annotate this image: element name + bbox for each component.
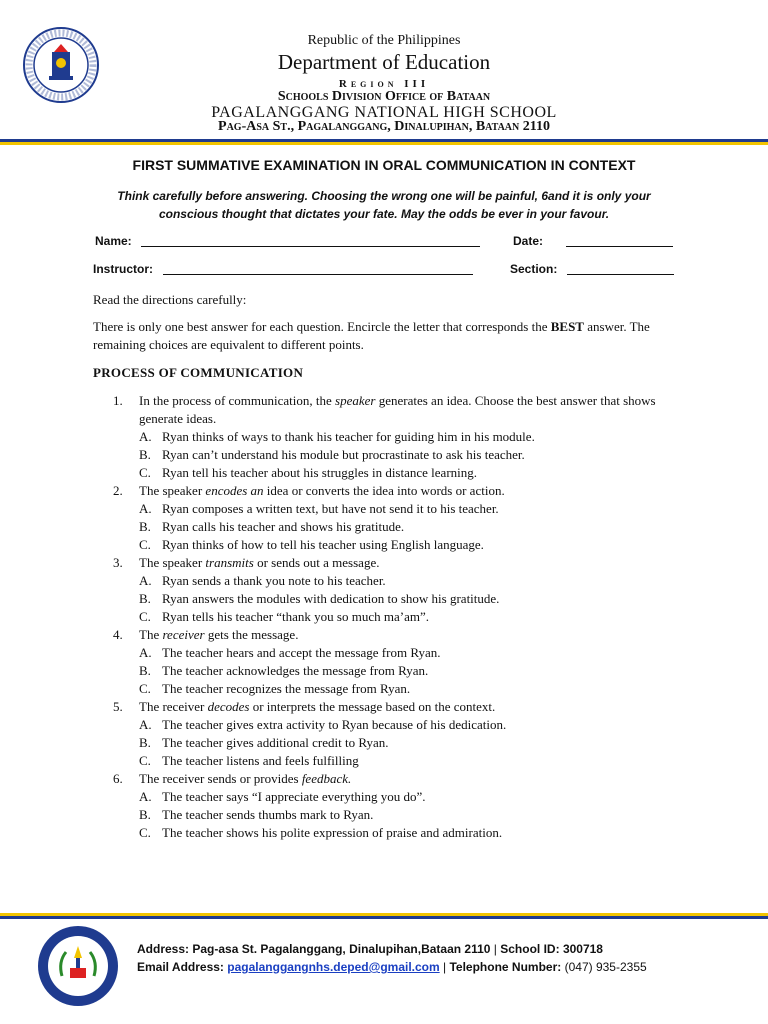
question-text: In the process of communication, the speaker generates an idea. Choose the best answer that shows generate ideas. xyxy=(139,393,656,426)
choice-letter: C. xyxy=(139,537,151,552)
choice-letter: A. xyxy=(139,645,152,660)
footer-divider xyxy=(0,913,768,919)
question-item xyxy=(113,482,673,554)
choice-letter: B. xyxy=(139,591,151,606)
choice-letter: A. xyxy=(139,429,152,444)
footer-info xyxy=(137,940,647,976)
footer-school-id: 300718 xyxy=(562,942,603,956)
answer-choice[interactable] xyxy=(139,716,673,734)
school-name: PAGALANGGANG NATIONAL HIGH SCHOOL xyxy=(211,104,557,121)
directions-text: There is only one best answer for each question. Encircle the letter that corresponds the BEST answer. The remaining choices are equivalent to different points. xyxy=(93,319,650,352)
division-label: Schools Division Office of Bataan xyxy=(277,89,491,104)
choice-text: The teacher sends thumbs mark to Ryan. xyxy=(162,807,374,822)
choice-text: Ryan tells his teacher “thank you so much ma’am”. xyxy=(162,609,429,624)
name-field[interactable] xyxy=(141,234,480,247)
answer-choice[interactable] xyxy=(139,464,673,482)
answer-choice[interactable] xyxy=(139,500,673,518)
choice-text: The teacher recognizes the message from Ryan. xyxy=(162,681,411,696)
republic-label: Republic of the Philippines xyxy=(307,33,461,48)
section-label: Section: xyxy=(510,262,558,276)
answer-choice[interactable] xyxy=(139,428,673,446)
question-item xyxy=(113,392,673,482)
answer-choice[interactable] xyxy=(139,680,673,698)
date-label: Date: xyxy=(513,234,544,248)
instructor-field[interactable] xyxy=(163,262,473,275)
question-item xyxy=(113,626,673,698)
answer-choice[interactable] xyxy=(139,824,673,842)
answer-choice[interactable] xyxy=(139,590,673,608)
choice-text: The teacher listens and feels fulfilling xyxy=(162,753,359,768)
footer-line-1: Address: Pag-asa St. Pagalanggang, Dinalupihan,Bataan 2110 | School ID: 300718 xyxy=(137,942,603,956)
answer-choice[interactable] xyxy=(139,536,673,554)
choice-text: Ryan thinks of ways to thank his teacher for guiding him in his module. xyxy=(162,429,535,444)
choice-letter: C. xyxy=(139,465,151,480)
directions-intro: Read the directions carefully: xyxy=(93,292,247,307)
footer-phone: (047) 935-2355 xyxy=(564,960,647,974)
email-link[interactable]: pagalanggangnhs.deped@gmail.com xyxy=(227,960,440,974)
question-text: The receiver decodes or interprets the message based on the context. xyxy=(139,699,496,714)
choice-letter: B. xyxy=(139,735,151,750)
choice-text: The teacher gives extra activity to Ryan because of his dedication. xyxy=(162,717,507,732)
header-divider xyxy=(0,139,768,145)
region-label: Region III xyxy=(338,78,430,90)
choice-text: Ryan sends a thank you note to his teacher. xyxy=(162,573,386,588)
choice-letter: C. xyxy=(139,681,151,696)
exam-intro: Think carefully before answering. Choosing the wrong one will be painful, 6and it is only your conscious thought that dictates your fate. May the odds be ever in your favour. xyxy=(117,189,651,221)
choice-letter: B. xyxy=(139,447,151,462)
question-text: The speaker transmits or sends out a message. xyxy=(139,555,380,570)
question-number: 3. xyxy=(113,555,123,570)
choice-letter: A. xyxy=(139,573,152,588)
question-number: 5. xyxy=(113,699,123,714)
choice-text: The teacher shows his polite expression of praise and admiration. xyxy=(162,825,503,840)
exam-title: FIRST SUMMATIVE EXAMINATION IN ORAL COMMUNICATION IN CONTEXT xyxy=(132,157,636,173)
choice-text: The teacher hears and accept the message from Ryan. xyxy=(162,645,441,660)
answer-choice[interactable] xyxy=(139,752,673,770)
choice-text: Ryan answers the modules with dedication to show his gratitude. xyxy=(162,591,500,606)
name-date-row xyxy=(93,234,683,252)
question-list xyxy=(113,392,673,842)
question-item xyxy=(113,554,673,626)
name-label: Name: xyxy=(95,234,132,248)
choice-text: The teacher gives additional credit to Ryan. xyxy=(162,735,389,750)
choice-text: The teacher says “I appreciate everything you do”. xyxy=(162,789,426,804)
answer-choice[interactable] xyxy=(139,446,673,464)
answer-choice[interactable] xyxy=(139,806,673,824)
question-number: 6. xyxy=(113,771,123,786)
choice-letter: B. xyxy=(139,519,151,534)
choice-letter: A. xyxy=(139,789,152,804)
answer-choice[interactable] xyxy=(139,572,673,590)
answer-choice[interactable] xyxy=(139,662,673,680)
footer-address: Pag-asa St. Pagalanggang, Dinalupihan,Bataan 2110 xyxy=(192,942,491,956)
footer-line-2: Email Address: pagalanggangnhs.deped@gmail.com | Telephone Number: (047) 935-2355 xyxy=(137,960,647,974)
choice-letter: A. xyxy=(139,501,152,516)
answer-choice[interactable] xyxy=(139,608,673,626)
choice-letter: B. xyxy=(139,807,151,822)
choice-text: Ryan tell his teacher about his struggles in distance learning. xyxy=(162,465,478,480)
choice-letter: C. xyxy=(139,825,151,840)
question-text: The speaker encodes an idea or converts the idea into words or action. xyxy=(139,483,505,498)
choice-letter: C. xyxy=(139,753,151,768)
question-text: The receiver gets the message. xyxy=(139,627,299,642)
answer-choice[interactable] xyxy=(139,518,673,536)
choice-letter: A. xyxy=(139,717,152,732)
section-field[interactable] xyxy=(567,262,674,275)
choice-text: Ryan composes a written text, but have not send it to his teacher. xyxy=(162,501,499,516)
question-text: The receiver sends or provides feedback. xyxy=(139,771,352,786)
question-number: 2. xyxy=(113,483,123,498)
choice-text: The teacher acknowledges the message from Ryan. xyxy=(162,663,429,678)
school-address: Pag-Asa St., Pagalanggang, Dinalupihan, Bataan 2110 xyxy=(218,119,550,134)
section-title: PROCESS OF COMMUNICATION xyxy=(93,365,304,380)
instructor-section-row xyxy=(93,262,683,280)
question-item xyxy=(113,698,673,770)
instructor-label: Instructor: xyxy=(93,262,153,276)
choice-text: Ryan can’t understand his module but procrastinate to ask his teacher. xyxy=(162,447,525,462)
answer-choice[interactable] xyxy=(139,644,673,662)
question-item xyxy=(113,770,673,842)
choice-letter: C. xyxy=(139,609,151,624)
choice-text: Ryan calls his teacher and shows his gratitude. xyxy=(162,519,405,534)
answer-choice[interactable] xyxy=(139,788,673,806)
question-number: 1. xyxy=(113,393,123,408)
school-seal-icon xyxy=(36,924,120,1008)
choice-text: Ryan thinks of how to tell his teacher using English language. xyxy=(162,537,484,552)
department-title: Department of Education xyxy=(277,50,491,74)
choice-letter: B. xyxy=(139,663,151,678)
answer-choice[interactable] xyxy=(139,734,673,752)
question-number: 4. xyxy=(113,627,123,642)
date-field[interactable] xyxy=(566,234,673,247)
